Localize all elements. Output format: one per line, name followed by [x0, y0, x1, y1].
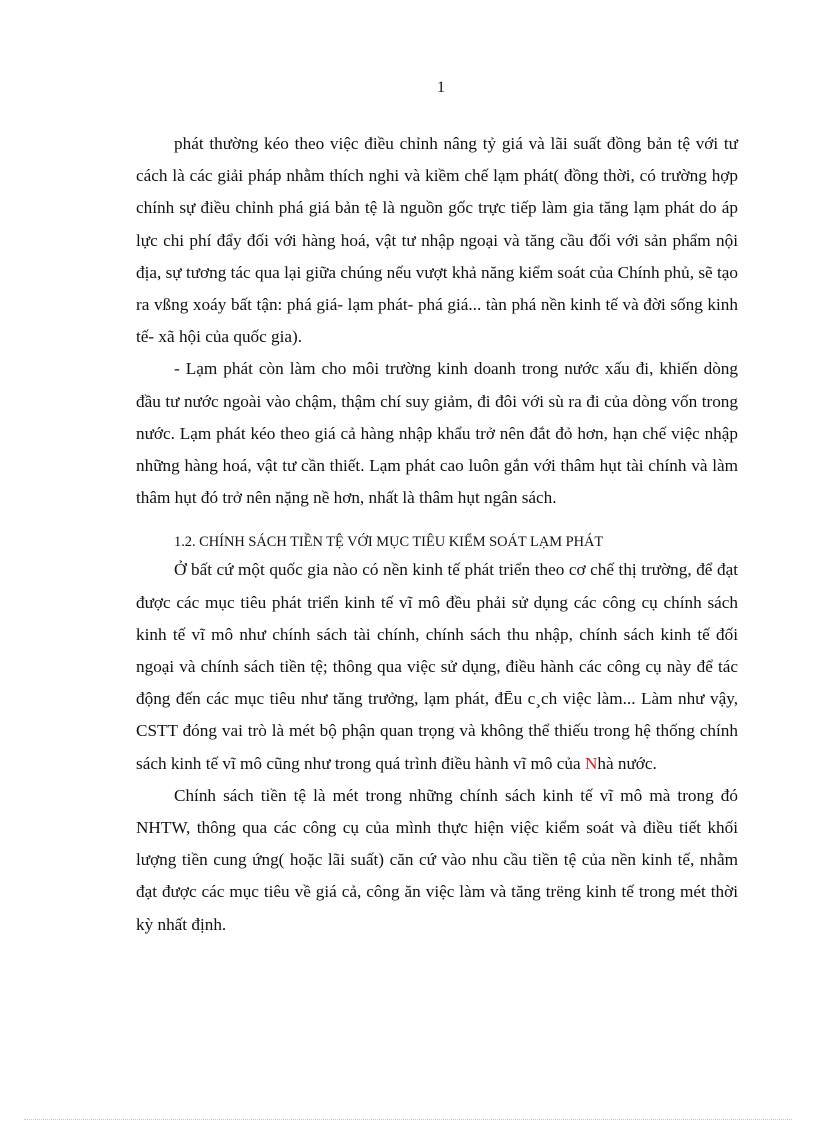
paragraph-text: Ở bất cứ một quốc gia nào có nền kinh tế phát triển theo cơ chế thị trường, để đạt được các mục tiêu phát triển kinh tế vĩ mô đều phải sử dụng các công cụ chính sách kinh tế vĩ mô như chính sách tài chính, chính sách thu nhập, chính sách kinh tế đối ngoại và chính sách tiền tệ; thông qua việc sử dụng, điều hành các công cụ này để tác động đến các mục tiêu như tăng trưởng, lạm phát, đĒu c¸ch việc làm... Làm như vậy, CSTT đóng vai trò là mét bộ phận quan trọng và không thể thiếu trong hệ thống chính sách kinh tế vĩ mô cũng như trong quá trình điều hành vĩ mô của [136, 560, 738, 773]
page-bottom-divider [24, 1119, 792, 1120]
document-body [136, 128, 738, 941]
paragraph-monetary-policy-definition: Chính sách tiền tệ là mét trong những chính sách kinh tế vĩ mô mà trong đó NHTW, thông qua các công cụ của mình thực hiện việc kiểm soát và điều tiết khối lượng tiền cung ứng( hoặc lãi suất) căn cứ vào nhu cầu tiền tệ của nền kinh tế, nhằm đạt được các mục tiêu về giá cả, công ăn việc làm và tăng trëng kinh tế trong mét thời kỳ nhất định. [136, 785, 738, 934]
page-number: 1 [437, 79, 445, 96]
paragraph-inflation-exchange-rate: phát thường kéo theo việc điều chỉnh nâng tỷ giá và lãi suất đồng bản tệ với tư cách là các giải pháp nhằm thích nghi và kiềm chế lạm phát( đồng thời, có trường hợp chính sự điều chỉnh phá giá bản tệ là nguồn gốc trực tiếp làm gia tăng lạm phát do áp lực chi phí đẩy đối với hàng hoá, vật tư nhập ngoại và tăng cầu đối với sản phẩm nội địa, sự tương tác qua lại giữa chúng nếu vượt khả năng kiểm soát của Chính phủ, sẽ tạo ra vßng xoáy bất tận: phá giá- lạm phát- phá giá... tàn phá nền kinh tế và đời sống kinh tế- xã hội của quốc gia). [136, 134, 738, 347]
paragraph-text-end: hà nước. [597, 753, 657, 773]
highlighted-letter: N [584, 753, 598, 773]
paragraph-macro-policy-tools [136, 554, 738, 779]
section-heading: 1.2. CHÍNH SÁCH TIỀN TỆ VỚI MỤC TIÊU KIỂM SOÁT LẠM PHÁT [174, 534, 604, 551]
paragraph-inflation-business-environment: - Lạm phát còn làm cho môi trường kinh doanh trong nước xấu đi, khiến dòng đầu tư nước ngoài vào chậm, thậm chí suy giảm, đi đôi với sù ra đi của dòng vốn trong nước. Lạm phát kéo theo giá cả hàng nhập khẩu trở nên đắt đỏ hơn, hạn chế việc nhập những hàng hoá, vật tư cần thiết. Lạm phát cao luôn gắn với thâm hụt tài chính và làm thâm hụt đó trở nên nặng nề hơn, nhất là thâm hụt ngân sách. [136, 359, 738, 508]
